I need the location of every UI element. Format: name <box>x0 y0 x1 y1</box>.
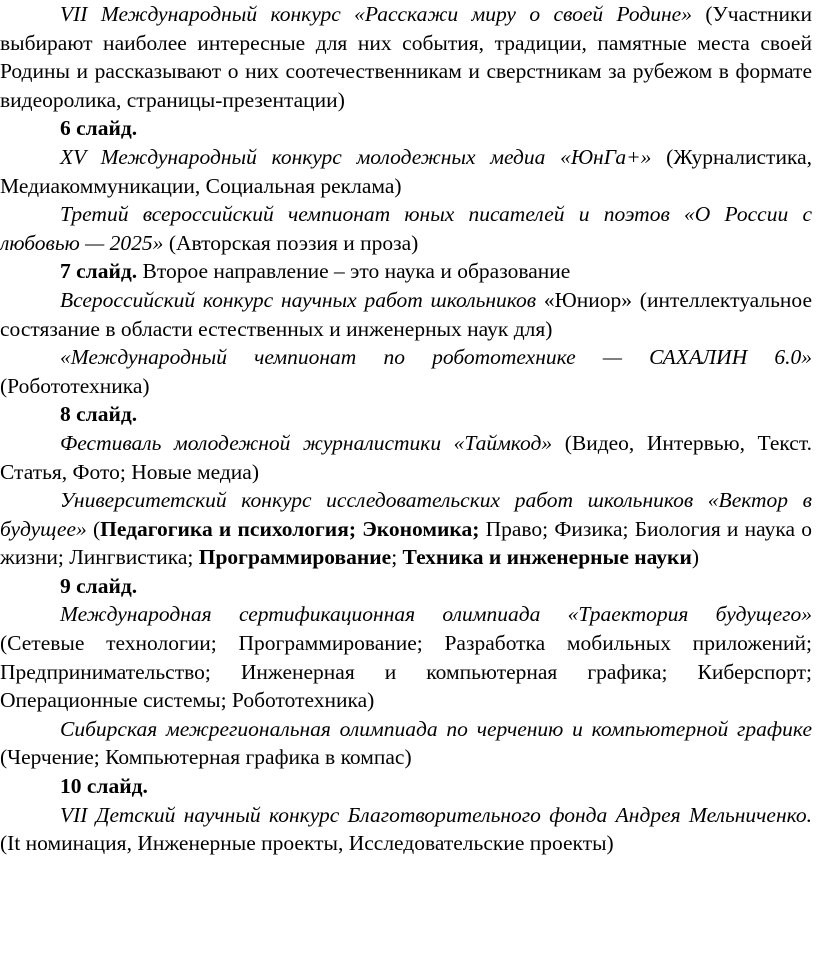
slide-label: 10 слайд. <box>60 774 148 799</box>
categories-separator: ; <box>391 545 403 570</box>
slide-heading-9 <box>0 572 812 601</box>
contest-description: (Участники выбирают наиболее интересные для них события, традиции, памятные места своей Родины и рассказывают о них соотечественникам и сверстникам за рубежом в формате видеоролика, страницы-презентации) <box>0 2 813 112</box>
contest-description: (Сетевые технологии; Программирование; Разработка мобильных приложений; Предпринимательство; Инженерная и компьютерная графика; Киберспорт; Операционные системы; Робототехника) <box>0 631 812 713</box>
contest-title: Университетский конкурс исследовательских работ школьников «Вектор в будущее» <box>0 488 812 541</box>
paragraph-olympiad-siberian <box>0 715 812 772</box>
paragraph-championship-writers <box>0 200 812 257</box>
contest-title: Всероссийский конкурс научных работ школьников <box>60 287 537 312</box>
paragraph-olympiad-trajectory <box>0 600 812 714</box>
contest-title: Международная сертификационная олимпиада «Траектория будущего» <box>60 602 812 627</box>
contest-title: Третий всероссийский чемпионат юных писателей и поэтов «О России с любовью — 2025» <box>0 202 812 255</box>
contest-title: VII Детский научный конкурс Благотворительного фонда Андрея Мельниченко. <box>60 802 812 827</box>
contest-description: (Журналистика, Медиакоммуникации, Социальная реклама) <box>0 144 812 198</box>
contest-title: «Международный чемпионат по робототехнике — САХАЛИН 6.0» <box>60 345 812 370</box>
bold-categories-1: Педагогика и психология; Экономика; <box>100 516 480 541</box>
contest-title: Фестиваль молодежной журналистики «Таймкод» <box>60 430 553 455</box>
paragraph-robotics-sakhalin <box>0 343 812 400</box>
contest-title: XV Международный конкурс молодежных медиа «ЮнГа+» <box>60 144 652 169</box>
contest-description: (Робототехника) <box>0 373 150 398</box>
bold-category-programming: Программирование <box>198 545 392 570</box>
paragraph-contest-melnichenko <box>0 801 812 858</box>
paragraph-contest-junior <box>0 286 812 343</box>
contest-description: (It номинация, Инженерные проекты, Исследовательские проекты) <box>0 831 614 856</box>
paren-close: ) <box>691 545 700 570</box>
contest-description: (Черчение; Компьютерная графика в компас) <box>0 745 412 770</box>
contest-description: (Авторская поэзия и проза) <box>163 230 419 255</box>
paren-open: ( <box>86 516 101 541</box>
contest-title: Сибирская межрегиональная олимпиада по черчению и компьютерной графике <box>60 716 812 741</box>
slide-heading-7 <box>0 257 812 286</box>
slide-label: 8 слайд. <box>60 402 138 427</box>
paragraph-contest-yunga <box>0 143 812 200</box>
slide-label: 6 слайд. <box>60 116 138 141</box>
categories-text-1: Право; Физика; Биология и наука о жизни; Лингвистика; <box>0 516 812 570</box>
paragraph-contest-tell-the-world <box>0 0 812 114</box>
paragraph-contest-vector <box>0 486 812 572</box>
bold-category-engineering: Техника и инженерные науки <box>402 545 692 570</box>
contest-title: VII Международный конкурс «Расскажи миру о своей Родине» <box>60 2 692 26</box>
slide-heading-8 <box>0 400 812 429</box>
slide-heading-10 <box>0 772 812 801</box>
slide-label: 7 слайд. <box>60 259 138 284</box>
slide-label: 9 слайд. <box>60 573 138 598</box>
contest-description: «Юниор» (интеллектуальное состязание в области естественных и инженерных наук для) <box>0 287 812 341</box>
contest-description: (Видео, Интервью, Текст. Статья, Фото; Новые медиа) <box>0 430 812 484</box>
slide-heading-6 <box>0 114 812 143</box>
slide-subtitle: Второе направление – это наука и образование <box>137 259 571 284</box>
paragraph-festival-timecode <box>0 429 812 486</box>
